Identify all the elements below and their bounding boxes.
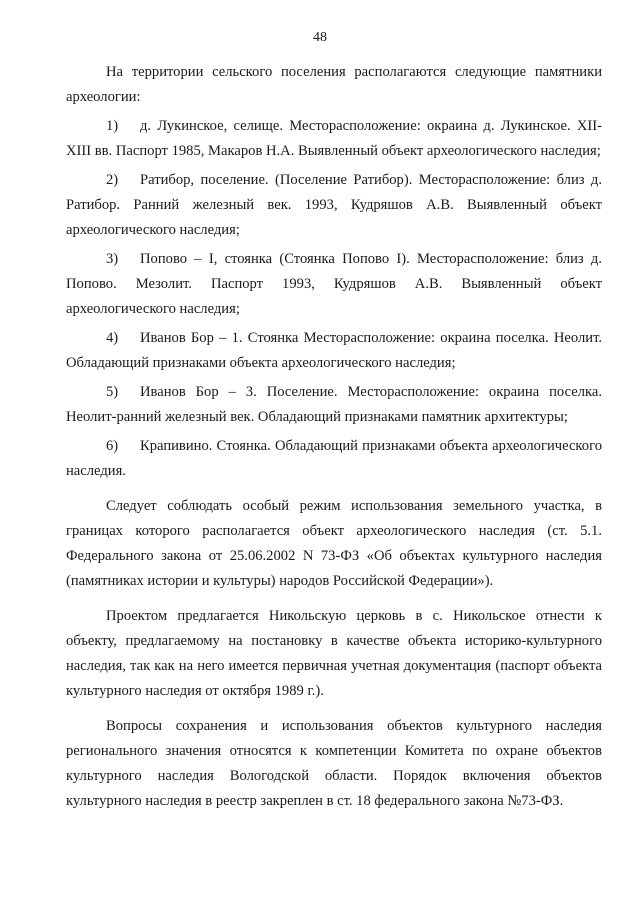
church-paragraph: Проектом предлагается Никольскую церковь в с. Никольское отнести к объекту, предлагаемому на постановку в качестве объекта историко-культурного наследия, так как на него имеется первичная учетная документация (паспорт объекта культурного наследия от октября 1989 г.). <box>66 608 602 699</box>
list-item-text: Иванов Бор – 1. Стоянка Месторасположение: окраина поселка. Неолит. Обладающий признаками объекта археологического наследия; <box>66 330 602 371</box>
list-item <box>66 247 602 322</box>
list-item-text: Ратибор, поселение. (Поселение Ратибор). Месторасположение: близ д. Ратибор. Ранний железный век. 1993, Кудряшов А.В. Выявленный объект археологического наследия; <box>66 172 602 238</box>
document-body <box>66 60 602 814</box>
list-item-number: 1) <box>106 118 119 134</box>
list-item <box>66 326 602 376</box>
list-item-number: 5) <box>106 384 119 400</box>
protection-paragraph: Вопросы сохранения и использования объектов культурного наследия регионального значения относятся к компетенции Комитета по охране объектов культурного наследия Вологодской области. Порядок включения объектов культурного наследия в реестр закреплен в ст. 18 федерального закона №73-ФЗ. <box>66 718 602 809</box>
list-item-text: Попово – I, стоянка (Стоянка Попово I). Месторасположение: близ д. Попово. Мезолит. Паспорт 1993, Кудряшов А.В. Выявленный объект археологического наследия; <box>66 251 602 317</box>
list-item <box>66 434 602 484</box>
intro-paragraph: На территории сельского поселения располагаются следующие памятники археологии: <box>66 64 602 105</box>
list-item-number: 6) <box>106 438 119 454</box>
list-item-number: 2) <box>106 172 119 188</box>
page-number: 48 <box>313 30 327 45</box>
regime-paragraph: Следует соблюдать особый режим использования земельного участка, в границах которого располагается объект археологического наследия (ст. 5.1. Федерального закона от 25.06.2002 N 73-ФЗ «Об объектах культурного наследия (памятниках истории и культуры) народов Российской Федерации»). <box>66 498 602 589</box>
list-item-text: Крапивино. Стоянка. Обладающий признаками объекта археологического наследия. <box>66 438 602 479</box>
list-item <box>66 168 602 243</box>
list-item-text: Иванов Бор – 3. Поселение. Месторасположение: окраина поселка. Неолит-ранний железный век. Обладающий признаками памятник архитектуры; <box>66 384 602 425</box>
list-item-number: 3) <box>106 251 119 267</box>
list-item-number: 4) <box>106 330 119 346</box>
list-item-text: д. Лукинское, селище. Месторасположение: окраина д. Лукинское. XII-XIII вв. Паспорт 1985, Макаров Н.А. Выявленный объект археологического наследия; <box>66 118 602 159</box>
list-item <box>66 114 602 164</box>
list-item <box>66 380 602 430</box>
